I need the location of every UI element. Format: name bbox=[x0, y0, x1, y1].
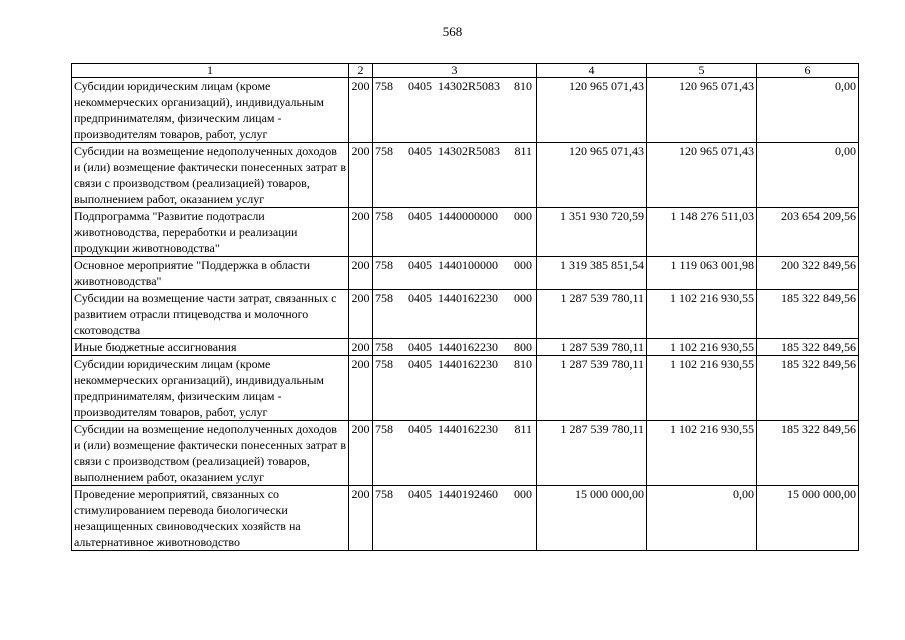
table-row bbox=[72, 78, 859, 143]
row-code-cell bbox=[373, 208, 537, 257]
budget-table bbox=[71, 63, 859, 551]
row-name-cell: Проведение мероприятий, связанных со стимулированием перевода биологически незащищенных свиноводческих хозяйств на альтернативное животноводство bbox=[72, 486, 349, 551]
table-header-row bbox=[72, 64, 859, 78]
code-section: 0405 bbox=[408, 144, 432, 158]
row-col5-cell: 0,00 bbox=[647, 486, 757, 551]
code-target: 1440000000 bbox=[438, 209, 498, 223]
code-section: 0405 bbox=[408, 422, 432, 436]
row-col5-cell: 120 965 071,43 bbox=[647, 78, 757, 143]
row-col4-cell: 120 965 071,43 bbox=[537, 78, 647, 143]
row-col4-cell: 120 965 071,43 bbox=[537, 143, 647, 208]
code-type: 811 bbox=[514, 144, 532, 158]
table-row bbox=[72, 339, 859, 356]
row-col2-cell: 200 bbox=[349, 143, 373, 208]
code-target: 1440162230 bbox=[438, 357, 498, 371]
row-code-cell bbox=[373, 78, 537, 143]
table-row bbox=[72, 486, 859, 551]
row-col5-cell: 1 148 276 511,03 bbox=[647, 208, 757, 257]
code-type: 800 bbox=[514, 340, 532, 354]
row-col4-cell: 15 000 000,00 bbox=[537, 486, 647, 551]
row-col6-cell: 185 322 849,56 bbox=[757, 290, 859, 339]
row-col4-cell: 1 319 385 851,54 bbox=[537, 257, 647, 290]
page-number: 568 bbox=[442, 24, 463, 39]
row-col6-cell: 200 322 849,56 bbox=[757, 257, 859, 290]
code-target: 14302R5083 bbox=[438, 144, 501, 158]
row-col6-cell: 185 322 849,56 bbox=[757, 339, 859, 356]
code-ministry: 758 bbox=[375, 357, 393, 371]
row-name-cell: Подпрограмма "Развитие подотрасли животноводства, переработки и реализации продукции животноводства" bbox=[72, 208, 349, 257]
row-col2-cell: 200 bbox=[349, 486, 373, 551]
code-ministry: 758 bbox=[375, 209, 393, 223]
row-col4-cell: 1 287 539 780,11 bbox=[537, 290, 647, 339]
code-section: 0405 bbox=[408, 258, 432, 272]
row-col6-cell: 15 000 000,00 bbox=[757, 486, 859, 551]
table-row bbox=[72, 356, 859, 421]
row-col5-cell: 1 102 216 930,55 bbox=[647, 356, 757, 421]
table-body bbox=[72, 78, 859, 551]
code-target: 1440162230 bbox=[438, 291, 498, 305]
code-ministry: 758 bbox=[375, 291, 393, 305]
table-row bbox=[72, 421, 859, 486]
row-col6-cell: 185 322 849,56 bbox=[757, 421, 859, 486]
code-type: 810 bbox=[514, 79, 532, 93]
row-name-cell: Субсидии на возмещение части затрат, связанных с развитием отрасли птицеводства и молочного скотоводства bbox=[72, 290, 349, 339]
code-ministry: 758 bbox=[375, 487, 393, 501]
code-type: 000 bbox=[514, 258, 532, 272]
code-target: 14302R5083 bbox=[438, 79, 501, 93]
code-type: 810 bbox=[514, 357, 532, 371]
column-header: 1 bbox=[72, 64, 349, 78]
code-type: 000 bbox=[514, 209, 532, 223]
row-col5-cell: 1 119 063 001,98 bbox=[647, 257, 757, 290]
row-col5-cell: 120 965 071,43 bbox=[647, 143, 757, 208]
code-ministry: 758 bbox=[375, 79, 393, 93]
row-code-cell bbox=[373, 339, 537, 356]
row-col2-cell: 200 bbox=[349, 257, 373, 290]
row-col6-cell: 185 322 849,56 bbox=[757, 356, 859, 421]
row-col5-cell: 1 102 216 930,55 bbox=[647, 290, 757, 339]
row-code-cell bbox=[373, 421, 537, 486]
code-section: 0405 bbox=[408, 357, 432, 371]
row-col4-cell: 1 287 539 780,11 bbox=[537, 356, 647, 421]
code-target: 1440100000 bbox=[438, 258, 498, 272]
row-col6-cell: 203 654 209,56 bbox=[757, 208, 859, 257]
row-col5-cell: 1 102 216 930,55 bbox=[647, 421, 757, 486]
row-col5-cell: 1 102 216 930,55 bbox=[647, 339, 757, 356]
column-header: 5 bbox=[647, 64, 757, 78]
row-col2-cell: 200 bbox=[349, 356, 373, 421]
table-row bbox=[72, 257, 859, 290]
row-code-cell bbox=[373, 257, 537, 290]
column-header: 4 bbox=[537, 64, 647, 78]
row-col4-cell: 1 351 930 720,59 bbox=[537, 208, 647, 257]
row-name-cell: Субсидии юридическим лицам (кроме некоммерческих организаций), индивидуальным предпринимателям, физическим лицам - производителям товаров, работ, услуг bbox=[72, 78, 349, 143]
column-header: 3 bbox=[373, 64, 537, 78]
row-code-cell bbox=[373, 290, 537, 339]
column-header: 6 bbox=[757, 64, 859, 78]
row-col2-cell: 200 bbox=[349, 290, 373, 339]
column-header: 2 bbox=[349, 64, 373, 78]
code-type: 000 bbox=[514, 487, 532, 501]
table-row bbox=[72, 208, 859, 257]
row-col2-cell: 200 bbox=[349, 78, 373, 143]
row-col2-cell: 200 bbox=[349, 339, 373, 356]
code-section: 0405 bbox=[408, 79, 432, 93]
row-col2-cell: 200 bbox=[349, 208, 373, 257]
code-ministry: 758 bbox=[375, 144, 393, 158]
table-row bbox=[72, 143, 859, 208]
row-col4-cell: 1 287 539 780,11 bbox=[537, 339, 647, 356]
row-col2-cell: 200 bbox=[349, 421, 373, 486]
code-target: 1440162230 bbox=[438, 340, 498, 354]
code-section: 0405 bbox=[408, 209, 432, 223]
row-col6-cell: 0,00 bbox=[757, 78, 859, 143]
row-code-cell bbox=[373, 486, 537, 551]
row-col4-cell: 1 287 539 780,11 bbox=[537, 421, 647, 486]
code-type: 811 bbox=[514, 422, 532, 436]
code-section: 0405 bbox=[408, 340, 432, 354]
code-section: 0405 bbox=[408, 291, 432, 305]
table-row bbox=[72, 290, 859, 339]
code-type: 000 bbox=[514, 291, 532, 305]
code-ministry: 758 bbox=[375, 340, 393, 354]
code-ministry: 758 bbox=[375, 422, 393, 436]
row-name-cell: Субсидии на возмещение недополученных доходов и (или) возмещение фактически понесенных затрат в связи с производством (реализацией) товаров, выполнением работ, оказанием услуг bbox=[72, 143, 349, 208]
code-target: 1440192460 bbox=[438, 487, 498, 501]
row-code-cell bbox=[373, 356, 537, 421]
code-section: 0405 bbox=[408, 487, 432, 501]
row-name-cell: Иные бюджетные ассигнования bbox=[72, 339, 349, 356]
code-target: 1440162230 bbox=[438, 422, 498, 436]
row-col6-cell: 0,00 bbox=[757, 143, 859, 208]
row-name-cell: Субсидии юридическим лицам (кроме некоммерческих организаций), индивидуальным предпринимателям, физическим лицам - производителям товаров, работ, услуг bbox=[72, 356, 349, 421]
row-code-cell bbox=[373, 143, 537, 208]
row-name-cell: Субсидии на возмещение недополученных доходов и (или) возмещение фактически понесенных затрат в связи с производством (реализацией) товаров, выполнением работ, оказанием услуг bbox=[72, 421, 349, 486]
row-name-cell: Основное мероприятие "Поддержка в области животноводства" bbox=[72, 257, 349, 290]
code-ministry: 758 bbox=[375, 258, 393, 272]
